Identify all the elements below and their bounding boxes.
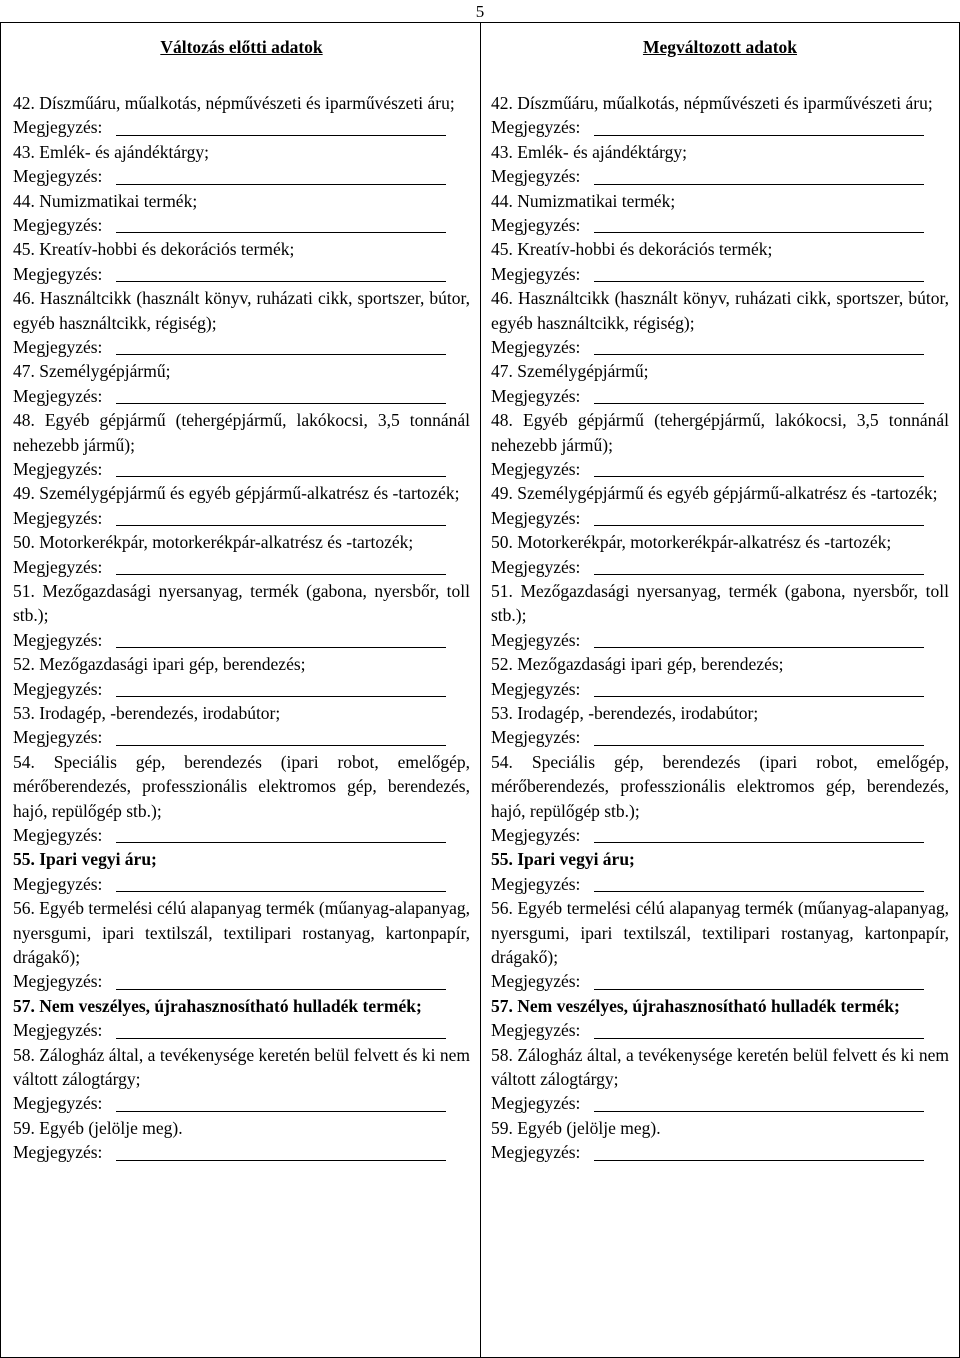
list-item <box>491 847 949 896</box>
note-field <box>491 823 949 847</box>
note-blank-line-right[interactable] <box>594 1094 924 1112</box>
entry-text: 55. Ipari vegyi áru; <box>491 849 635 870</box>
entry-text: 54. Speciális gép, berendezés (ipari robot, emelőgép, mérőberendezés, professzionális elektromos gép, berendezés, hajó, repülőgép stb.); <box>13 751 470 821</box>
note-blank-line-left[interactable] <box>116 459 446 477</box>
note-field <box>491 164 949 188</box>
list-item <box>13 1043 470 1116</box>
note-field <box>13 1091 470 1115</box>
list-item <box>13 579 470 652</box>
note-field <box>491 262 949 286</box>
entry-text: 51. Mezőgazdasági nyersanyag, termék (gabona, nyersbőr, toll stb.); <box>13 580 470 626</box>
column-header-after: Megváltozott adatok <box>642 37 798 57</box>
note-blank-line-left[interactable] <box>116 215 446 233</box>
list-item <box>491 579 949 652</box>
note-blank-line-left[interactable] <box>116 728 446 746</box>
note-field <box>491 872 949 896</box>
note-blank-line-left[interactable] <box>116 508 446 526</box>
note-blank-line-left[interactable] <box>116 1094 446 1112</box>
note-label: Megjegyzés: <box>13 1142 103 1163</box>
entry-list-after <box>491 91 949 1165</box>
note-label: Megjegyzés: <box>491 556 581 577</box>
note-field <box>13 823 470 847</box>
note-label: Megjegyzés: <box>13 971 103 992</box>
entry-text: 50. Motorkerékpár, motorkerékpár-alkatrész és -tartozék; <box>13 532 414 553</box>
list-item <box>13 896 470 994</box>
note-field <box>491 457 949 481</box>
entry-text: 57. Nem veszélyes, újrahasznosítható hulladék termék; <box>13 995 422 1016</box>
note-blank-line-left[interactable] <box>116 679 446 697</box>
note-label: Megjegyzés: <box>13 166 103 187</box>
list-item <box>13 359 470 408</box>
note-label: Megjegyzés: <box>13 727 103 748</box>
note-blank-line-right[interactable] <box>594 118 924 136</box>
note-blank-line-left[interactable] <box>116 1021 446 1039</box>
list-item <box>13 408 470 481</box>
note-blank-line-right[interactable] <box>594 264 924 282</box>
note-field <box>491 335 949 359</box>
page-number: 5 <box>475 2 485 21</box>
note-field <box>491 1140 949 1164</box>
note-label: Megjegyzés: <box>491 1142 581 1163</box>
note-label: Megjegyzés: <box>13 507 103 528</box>
entry-text: 53. Irodagép, -berendezés, irodabútor; <box>491 702 759 723</box>
list-item <box>491 530 949 579</box>
note-field <box>13 1018 470 1042</box>
entry-text: 46. Használtcikk (használt könyv, ruházati cikk, sportszer, bútor, egyéb használtcikk, régiség); <box>13 288 470 333</box>
list-item <box>13 1116 470 1165</box>
entry-text: 47. Személygépjármű; <box>13 361 171 382</box>
note-label: Megjegyzés: <box>13 458 103 479</box>
list-item <box>491 652 949 701</box>
entry-text: 43. Emlék- és ajándéktárgy; <box>491 141 688 162</box>
note-blank-line-right[interactable] <box>594 630 924 648</box>
note-field <box>491 969 949 993</box>
note-field <box>491 725 949 749</box>
note-label: Megjegyzés: <box>13 1020 103 1041</box>
note-label: Megjegyzés: <box>491 1020 581 1041</box>
note-field <box>13 725 470 749</box>
note-blank-line-left[interactable] <box>116 630 446 648</box>
list-item <box>13 847 470 896</box>
note-label: Megjegyzés: <box>13 629 103 650</box>
note-label: Megjegyzés: <box>491 824 581 845</box>
entry-text: 51. Mezőgazdasági nyersanyag, termék (gabona, nyersbőr, toll stb.); <box>491 580 949 626</box>
note-field <box>13 555 470 579</box>
note-field <box>13 1140 470 1164</box>
list-item <box>13 91 470 140</box>
list-item <box>13 237 470 286</box>
column-before <box>1 23 480 1357</box>
entry-text: 56. Egyéb termelési célú alapanyag termék (műanyag-alapanyag, nyersgumi, ipari textilszál, textilipari rostanyag, kartonpapír, drágakő); <box>13 898 470 967</box>
list-item <box>491 481 949 530</box>
note-label: Megjegyzés: <box>13 824 103 845</box>
note-blank-line-right[interactable] <box>594 728 924 746</box>
list-item <box>491 91 949 140</box>
entry-text: 44. Numizmatikai termék; <box>13 190 198 211</box>
list-item <box>491 237 949 286</box>
entry-text: 48. Egyéb gépjármű (tehergépjármű, lakókocsi, 3,5 tonnánál nehezebb jármű); <box>491 410 949 455</box>
list-item <box>491 189 949 238</box>
note-label: Megjegyzés: <box>13 336 103 357</box>
note-blank-line-right[interactable] <box>594 825 924 843</box>
column-after <box>480 23 959 1357</box>
note-field <box>491 506 949 530</box>
list-item <box>13 189 470 238</box>
note-label: Megjegyzés: <box>13 263 103 284</box>
note-label: Megjegyzés: <box>13 873 103 894</box>
note-blank-line-left[interactable] <box>116 825 446 843</box>
note-label: Megjegyzés: <box>491 458 581 479</box>
list-item <box>491 286 949 359</box>
list-item <box>491 701 949 750</box>
note-field <box>13 213 470 237</box>
note-label: Megjegyzés: <box>491 629 581 650</box>
note-field <box>13 628 470 652</box>
entry-text: 57. Nem veszélyes, újrahasznosítható hulladék termék; <box>491 995 900 1016</box>
note-blank-line-right[interactable] <box>594 459 924 477</box>
note-label: Megjegyzés: <box>491 117 581 138</box>
note-field <box>13 384 470 408</box>
list-item <box>491 1043 949 1116</box>
list-item <box>13 994 470 1043</box>
note-field <box>491 677 949 701</box>
note-field <box>13 457 470 481</box>
note-label: Megjegyzés: <box>491 336 581 357</box>
entry-text: 58. Zálogház által, a tevékenysége keretén belül felvett és ki nem váltott zálogtárgy; <box>13 1044 470 1089</box>
list-item <box>491 140 949 189</box>
note-blank-line-left[interactable] <box>116 167 446 185</box>
note-field <box>491 628 949 652</box>
entry-text: 42. Díszműáru, műalkotás, népművészeti és iparművészeti áru; <box>491 93 933 113</box>
entry-text: 52. Mezőgazdasági ipari gép, berendezés; <box>491 654 784 675</box>
note-label: Megjegyzés: <box>491 971 581 992</box>
note-blank-line-left[interactable] <box>116 386 446 404</box>
note-field <box>491 1018 949 1042</box>
list-item <box>13 530 470 579</box>
note-blank-line-right[interactable] <box>594 215 924 233</box>
note-blank-line-right[interactable] <box>594 972 924 990</box>
list-item <box>491 994 949 1043</box>
list-item <box>491 896 949 994</box>
note-label: Megjegyzés: <box>491 385 581 406</box>
entry-text: 49. Személygépjármű és egyéb gépjármű-alkatrész és -tartozék; <box>13 483 460 504</box>
note-label: Megjegyzés: <box>13 385 103 406</box>
note-label: Megjegyzés: <box>491 1093 581 1114</box>
comparison-table <box>0 22 960 1358</box>
list-item <box>13 286 470 359</box>
note-label: Megjegyzés: <box>491 166 581 187</box>
note-field <box>13 335 470 359</box>
entry-text: 58. Zálogház által, a tevékenysége keretén belül felvett és ki nem váltott zálogtárgy; <box>491 1044 949 1089</box>
entry-text: 48. Egyéb gépjármű (tehergépjármű, lakókocsi, 3,5 tonnánál nehezebb jármű); <box>13 410 470 455</box>
note-field <box>13 969 470 993</box>
entry-text: 43. Emlék- és ajándéktárgy; <box>13 141 210 162</box>
note-field <box>491 1091 949 1115</box>
note-blank-line-right[interactable] <box>594 337 924 355</box>
note-blank-line-right[interactable] <box>594 1021 924 1039</box>
note-blank-line-right[interactable] <box>594 557 924 575</box>
entry-text: 45. Kreatív-hobbi és dekorációs termék; <box>491 239 773 260</box>
entry-text: 47. Személygépjármű; <box>491 361 649 382</box>
note-field <box>13 872 470 896</box>
note-label: Megjegyzés: <box>13 556 103 577</box>
entry-text: 52. Mezőgazdasági ipari gép, berendezés; <box>13 654 306 675</box>
note-label: Megjegyzés: <box>491 214 581 235</box>
list-item <box>491 1116 949 1165</box>
note-label: Megjegyzés: <box>13 214 103 235</box>
note-field <box>13 164 470 188</box>
note-blank-line-left[interactable] <box>116 1143 446 1161</box>
entry-text: 56. Egyéb termelési célú alapanyag termék (műanyag-alapanyag, nyersgumi, ipari textilszál, textilipari rostanyag, kartonpapír, drágakő); <box>491 898 949 967</box>
note-blank-line-right[interactable] <box>594 386 924 404</box>
column-header-before: Változás előtti adatok <box>160 37 323 57</box>
list-item <box>13 652 470 701</box>
entry-list-before <box>13 91 470 1165</box>
note-label: Megjegyzés: <box>491 727 581 748</box>
note-blank-line-left[interactable] <box>116 118 446 136</box>
note-label: Megjegyzés: <box>491 263 581 284</box>
entry-text: 53. Irodagép, -berendezés, irodabútor; <box>13 702 281 723</box>
entry-text: 54. Speciális gép, berendezés (ipari robot, emelőgép, mérőberendezés, professzionális elektromos gép, berendezés, hajó, repülőgép stb.); <box>491 751 949 821</box>
list-item <box>491 359 949 408</box>
note-field <box>491 115 949 139</box>
note-blank-line-right[interactable] <box>594 1143 924 1161</box>
note-blank-line-right[interactable] <box>594 874 924 892</box>
note-field <box>491 555 949 579</box>
entry-text: 49. Személygépjármű és egyéb gépjármű-alkatrész és -tartozék; <box>491 483 938 504</box>
note-field <box>13 506 470 530</box>
entry-text: 45. Kreatív-hobbi és dekorációs termék; <box>13 239 295 260</box>
list-item <box>491 408 949 481</box>
note-blank-line-right[interactable] <box>594 167 924 185</box>
list-item <box>13 750 470 848</box>
note-field <box>491 384 949 408</box>
entry-text: 55. Ipari vegyi áru; <box>13 849 157 870</box>
entry-text: 44. Numizmatikai termék; <box>491 190 676 211</box>
note-label: Megjegyzés: <box>13 117 103 138</box>
entry-text: 46. Használtcikk (használt könyv, ruházati cikk, sportszer, bútor, egyéb használtcikk, régiség); <box>491 288 949 333</box>
list-item <box>13 481 470 530</box>
note-field <box>13 677 470 701</box>
note-field <box>13 115 470 139</box>
entry-text: 59. Egyéb (jelölje meg). <box>491 1117 661 1138</box>
note-field <box>491 213 949 237</box>
note-blank-line-left[interactable] <box>116 337 446 355</box>
entry-text: 42. Díszműáru, műalkotás, népművészeti és iparművészeti áru; <box>13 93 455 113</box>
entry-text: 50. Motorkerékpár, motorkerékpár-alkatrész és -tartozék; <box>491 532 892 553</box>
note-blank-line-left[interactable] <box>116 972 446 990</box>
note-label: Megjegyzés: <box>491 873 581 894</box>
note-blank-line-left[interactable] <box>116 874 446 892</box>
note-blank-line-left[interactable] <box>116 557 446 575</box>
note-label: Megjegyzés: <box>491 678 581 699</box>
note-label: Megjegyzés: <box>491 507 581 528</box>
entry-text: 59. Egyéb (jelölje meg). <box>13 1117 183 1138</box>
note-label: Megjegyzés: <box>13 1093 103 1114</box>
note-blank-line-right[interactable] <box>594 508 924 526</box>
list-item <box>491 750 949 848</box>
note-label: Megjegyzés: <box>13 678 103 699</box>
note-blank-line-left[interactable] <box>116 264 446 282</box>
list-item <box>13 701 470 750</box>
note-field <box>13 262 470 286</box>
note-blank-line-right[interactable] <box>594 679 924 697</box>
list-item <box>13 140 470 189</box>
